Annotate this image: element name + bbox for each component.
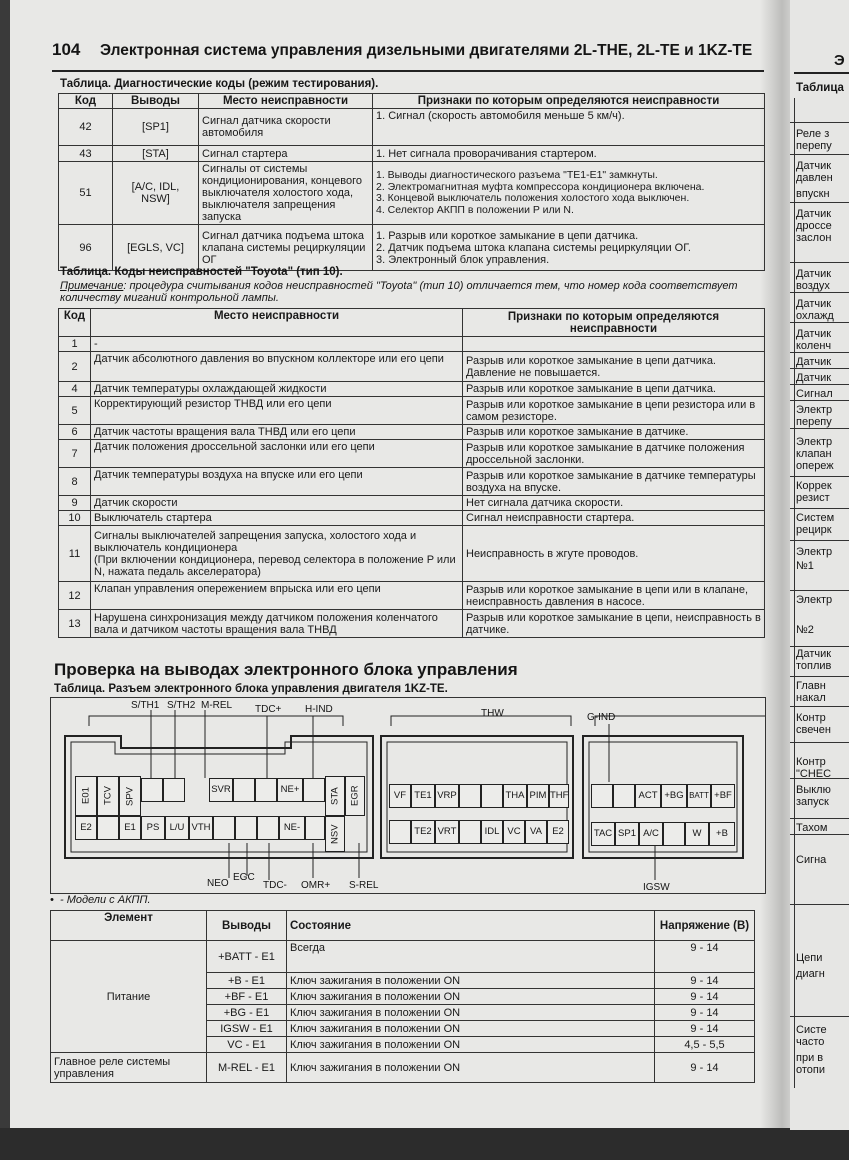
place-cell: Корректирующий резистор ТНВД или его цепи [91, 397, 463, 425]
signs-cell: Разрыв или короткое замыкание в цепи датчика. Давление не повышается. [463, 352, 765, 382]
table-row [59, 337, 765, 352]
code-cell: 42 [59, 109, 113, 146]
page-number: 104 [52, 40, 81, 59]
right-table-row-text: Систем [796, 512, 835, 524]
signs-cell [463, 337, 765, 352]
right-table-row-text: Электр [796, 404, 833, 416]
pin-ps: PS [141, 816, 165, 840]
right-table-row-text: опереж [796, 460, 834, 472]
right-table-row-text: Коррек [796, 480, 832, 492]
place-cell: Сигнал датчика подъема штока клапана системы рециркуляции ОГ [199, 225, 373, 271]
signs-cell: Разрыв или короткое замыкание в цепи резистора или в самом резисторе. [463, 397, 765, 425]
right-table-row-text: Выклю [796, 784, 831, 796]
signs-cell: Сигнал неисправности стартера. [463, 511, 765, 526]
code-cell: 10 [59, 511, 91, 526]
code-cell: 43 [59, 146, 113, 162]
right-table-rule [790, 122, 849, 123]
label-omr-plus: OMR+ [301, 880, 331, 891]
right-table-row-text: №1 [796, 560, 814, 572]
pin-vth: VTH [189, 816, 213, 840]
pin-blank [613, 784, 635, 808]
state-cell: Ключ зажигания в положении ON [287, 1037, 655, 1053]
right-table-row-text: Датчик [796, 208, 832, 220]
right-table-rule [790, 352, 849, 353]
signs-cell: Разрыв или короткое замыкание в цепи датчика. [463, 382, 765, 397]
table-row [59, 162, 765, 225]
table-row [59, 109, 765, 146]
signs-cell: Разрыв или короткое замыкание в цепи, неисправность в датчике. [463, 610, 765, 638]
right-table-rule [790, 904, 849, 905]
pin-nsv: NSV [325, 816, 345, 852]
pin-batt: BATT [687, 784, 711, 808]
group-cell: Питание [51, 941, 207, 1053]
right-table-row-text: охлажд [796, 310, 834, 322]
pin-te1: TE1 [411, 784, 435, 808]
pin-vrp: VRP [435, 784, 459, 808]
pin-blank [255, 778, 277, 802]
connector-caption: Таблица. Разъем электронного блока управления двигателя 1KZ-TE. [54, 683, 448, 695]
code-cell: 4 [59, 382, 91, 397]
right-table-row-text: Датчик [796, 372, 832, 384]
signs-cell: Разрыв или короткое замыкание в датчике. [463, 425, 765, 440]
label-h-ind: H-IND [305, 704, 333, 715]
pins-cell: VC - E1 [207, 1037, 287, 1053]
right-table-row-text: коленч [796, 340, 832, 352]
signs-cell: Разрыв или короткое замыкание в цепи или в клапане, неисправность давления в насосе. [463, 582, 765, 610]
label-egc: EGC [233, 872, 255, 883]
pin-egr: EGR [345, 776, 365, 816]
pin-e2: E2 [547, 820, 569, 844]
label-s-th1: S/TH1 [131, 700, 160, 711]
signs-cell: Неисправность в жгуте проводов. [463, 526, 765, 582]
right-table-row-text: Реле з [796, 128, 830, 140]
ecu-voltage-table [50, 910, 755, 1083]
right-table-row-text: клапан [796, 448, 832, 460]
table-row [59, 526, 765, 582]
header-cell: Код [59, 94, 113, 109]
pins-cell: [EGLS, VC] [113, 225, 199, 271]
right-table-row-text: Электр [796, 594, 833, 606]
place-cell: Датчик положения дроссельной заслонки или его цепи [91, 440, 463, 468]
right-table-row-text: топлив [796, 660, 832, 672]
pin-blank [459, 820, 481, 844]
table-header-row [59, 309, 765, 337]
voltage-cell: 9 - 14 [655, 941, 755, 973]
pins-cell: +BG - E1 [207, 1005, 287, 1021]
right-header-rule [794, 72, 849, 74]
right-table-rule [790, 202, 849, 203]
voltage-cell: 9 - 14 [655, 1005, 755, 1021]
right-table-row-text: Контр [796, 756, 826, 768]
pin-tcv: TCV [97, 776, 119, 816]
pins-cell: [STA] [113, 146, 199, 162]
pin-blank [213, 816, 235, 840]
place-cell: Сигналы выключателей запрещения запуска, холостого хода и выключатель кондиционера (При включении кондиционера, перевод селектора в положение P или N, нажата педаль акселератора) [91, 526, 463, 582]
pin-vf: VF [389, 784, 411, 808]
label-tdc-plus: TDC+ [255, 704, 282, 715]
table2-caption: Таблица. Коды неисправностей "Toyota" (тип 10). [60, 266, 343, 278]
right-table-row-text: накал [796, 692, 826, 704]
group-cell: Главное реле системы управления [51, 1053, 207, 1083]
right-table-rule [790, 154, 849, 155]
voltage-cell: 9 - 14 [655, 989, 755, 1005]
pin-blank [591, 784, 613, 808]
header-cell: Место неисправности [199, 94, 373, 109]
pin-vrt: VRT [435, 820, 459, 844]
pin-blank [303, 778, 325, 802]
right-table-row-text: перепу [796, 140, 832, 152]
right-table-row-text: воздух [796, 280, 830, 292]
table-row [59, 225, 765, 271]
right-table-row-text: "CHEC [796, 768, 832, 780]
footnote [50, 894, 151, 906]
right-table-row-text: резист [796, 492, 830, 504]
state-cell: Ключ зажигания в положении ON [287, 1021, 655, 1037]
place-cell: Датчик частоты вращения вала ТНВД или его цепи [91, 425, 463, 440]
table-row [51, 941, 755, 973]
voltage-cell: 9 - 14 [655, 1021, 755, 1037]
state-cell: Всегда [287, 941, 655, 973]
right-table-row-text: дроссе [796, 220, 832, 232]
right-table-row-text: отопи [796, 1064, 826, 1076]
right-table-row-text: диагн [796, 968, 825, 980]
pin-blank [97, 816, 119, 840]
place-cell: Клапан управления опережением впрыска или его цепи [91, 582, 463, 610]
pin-blank [663, 822, 685, 846]
right-table-row-text: Датчик [796, 328, 832, 340]
right-table-rule [790, 676, 849, 677]
pin-w: W [685, 822, 709, 846]
pin-blank [141, 778, 163, 802]
table-row [59, 468, 765, 496]
right-table-rule [790, 262, 849, 263]
right-table-row-text: Главн [796, 680, 826, 692]
header-cell: Выводы [113, 94, 199, 109]
right-table-rule [790, 834, 849, 835]
pin-blank [459, 784, 481, 808]
header-cell: Код [59, 309, 91, 337]
right-table-row-text: №2 [796, 624, 814, 636]
code-cell: 6 [59, 425, 91, 440]
code-cell: 2 [59, 352, 91, 382]
right-table-rule [790, 646, 849, 647]
code-cell: 5 [59, 397, 91, 425]
pin-sp1: SP1 [615, 822, 639, 846]
table-row [59, 582, 765, 610]
right-table-row-text: Электр [796, 546, 833, 558]
place-cell: Датчик температуры охлаждающей жидкости [91, 382, 463, 397]
pin-blank [233, 778, 255, 802]
right-table-rule [790, 428, 849, 429]
table-row [59, 382, 765, 397]
page-title: Электронная система управления дизельными двигателями 2L-THE, 2L-TE и 1KZ-TE [100, 42, 753, 59]
pin-bg: +BG [661, 784, 687, 808]
pin-act: ACT [635, 784, 661, 808]
label-g-ind: G-IND [587, 712, 616, 723]
pin-e1: E1 [119, 816, 141, 840]
table-row [59, 440, 765, 468]
right-table-row-text: заслон [796, 232, 832, 244]
header-rule [52, 70, 764, 72]
right-table-row-text: запуск [796, 796, 829, 808]
code-cell: 7 [59, 440, 91, 468]
pin-tac: TAC [591, 822, 615, 846]
table1-caption: Таблица. Диагностические коды (режим тестирования). [60, 78, 379, 90]
table-row [59, 511, 765, 526]
right-table-rule [790, 384, 849, 385]
label-s-th2: S/TH2 [167, 700, 196, 711]
pin-e01: E01 [75, 776, 97, 816]
right-table-row-text: Цепи [796, 952, 823, 964]
pin-vc: VC [503, 820, 525, 844]
pin-spv: SPV [119, 776, 141, 816]
right-table-row-text: перепу [796, 416, 832, 428]
pins-cell: +BF - E1 [207, 989, 287, 1005]
signs-cell: 1. Нет сигнала проворачивания стартером. [373, 146, 765, 162]
signs-cell: Разрыв или короткое замыкание в датчике температуры воздуха на впуске. [463, 468, 765, 496]
code-cell: 96 [59, 225, 113, 271]
header-cell: Состояние [287, 911, 655, 941]
label-neo: NEO [207, 878, 229, 889]
pin-blank [305, 816, 325, 840]
right-table-rule [790, 1016, 849, 1017]
state-cell: Ключ зажигания в положении ON [287, 973, 655, 989]
right-table-rule [790, 706, 849, 707]
place-cell: Сигнал стартера [199, 146, 373, 162]
signs-cell: Разрыв или короткое замыкание в датчике положения дроссельной заслонки. [463, 440, 765, 468]
header-cell: Признаки по которым определяются неисправности [373, 94, 765, 109]
table-row [51, 1053, 755, 1083]
label-s-rel: S-REL [349, 880, 379, 891]
pin-blank [235, 816, 257, 840]
right-header-letter: Э [834, 52, 845, 69]
pin-sta: STA [325, 776, 345, 816]
code-cell: 8 [59, 468, 91, 496]
place-cell: Выключатель стартера [91, 511, 463, 526]
place-cell: Датчик скорости [91, 496, 463, 511]
state-cell: Ключ зажигания в положении ON [287, 1005, 655, 1021]
table-row [59, 146, 765, 162]
signs-cell: 1. Выводы диагностического разъема "TE1-E1" замкнуты. 2. Электромагнитная муфта компрессора кондиционера включена. 3. Концевой выключатель положения холостого хода выключен. 4. Селектор АКПП в положении P или N. [373, 162, 765, 225]
place-cell: Сигнал датчика скорости автомобиля [199, 109, 373, 146]
pin-va: VA [525, 820, 547, 844]
pins-cell: IGSW - E1 [207, 1021, 287, 1037]
label-thw: THW [481, 708, 504, 719]
right-table-row-text: Датчик [796, 648, 832, 660]
code-cell: 1 [59, 337, 91, 352]
right-table-border [794, 98, 795, 1088]
code-cell: 12 [59, 582, 91, 610]
place-cell: Сигналы от системы кондиционирования, концевого выключателя холостого хода, выключателя запрещения запуска [199, 162, 373, 225]
right-table-rule [790, 292, 849, 293]
right-table-caption: Таблица [796, 82, 844, 94]
right-table-row-text: Сигна [796, 854, 827, 866]
pin-bf: +BF [711, 784, 735, 808]
pin-idl: IDL [481, 820, 503, 844]
scanner-bed-edge [0, 1128, 849, 1160]
voltage-cell: 4,5 - 5,5 [655, 1037, 755, 1053]
pin-e2: E2 [75, 816, 97, 840]
right-table-rule [790, 476, 849, 477]
place-cell: Нарушена синхронизация между датчиком положения коленчатого вала и датчиком частоты вращения вала ТНВД [91, 610, 463, 638]
pin-blank [481, 784, 503, 808]
right-table-rule [790, 818, 849, 819]
right-table-row-text: Датчик [796, 298, 832, 310]
right-table-row-text: при в [796, 1052, 824, 1064]
table-header-row [51, 911, 755, 941]
pin-ne-plus: NE+ [277, 778, 303, 802]
pin-ne-minus: NE- [279, 816, 305, 840]
pin-blank [163, 778, 185, 802]
header-cell: Элемент [51, 911, 207, 941]
pins-cell: M-REL - E1 [207, 1053, 287, 1083]
right-page-fragment [790, 0, 849, 1130]
pin-blank [257, 816, 279, 840]
right-table-row-text: часто [796, 1036, 825, 1048]
toyota-codes-table [58, 308, 765, 638]
right-table-row-text: Тахом [796, 822, 828, 834]
table2-note [60, 280, 764, 304]
right-table-row-text: рецирк [796, 524, 832, 536]
place-cell: Датчик абсолютного давления во впускном коллекторе или его цепи [91, 352, 463, 382]
label-tdc-minus: TDC- [263, 880, 287, 891]
signs-cell: Нет сигнала датчика скорости. [463, 496, 765, 511]
header-cell: Место неисправности [91, 309, 463, 337]
place-cell: Датчик температуры воздуха на впуске или его цепи [91, 468, 463, 496]
code-cell: 11 [59, 526, 91, 582]
note-label: Примечание [60, 280, 124, 292]
right-table-row-text: Систе [796, 1024, 827, 1036]
pin-pim: PIM [527, 784, 549, 808]
signs-cell: 1. Разрыв или короткое замыкание в цепи датчика. 2. Датчик подъема штока клапана системы рециркуляции ОГ. 3. Электронный блок управления. [373, 225, 765, 271]
right-table-rule [790, 400, 849, 401]
code-cell: 9 [59, 496, 91, 511]
table-row [59, 610, 765, 638]
pin-ac: A/C [639, 822, 663, 846]
pins-cell: +BATT - E1 [207, 941, 287, 973]
pin-te2: TE2 [411, 820, 435, 844]
pins-cell: +B - E1 [207, 973, 287, 989]
state-cell: Ключ зажигания в положении ON [287, 1053, 655, 1083]
place-cell: - [91, 337, 463, 352]
code-cell: 51 [59, 162, 113, 225]
right-table-rule [790, 540, 849, 541]
header-cell: Выводы [207, 911, 287, 941]
right-table-row-text: впускн [796, 188, 830, 200]
footnote-text: - Модели с АКПП. [59, 894, 151, 906]
right-table-rule [790, 368, 849, 369]
table-header-row [59, 94, 765, 109]
table-row [59, 496, 765, 511]
voltage-cell: 9 - 14 [655, 973, 755, 989]
state-cell: Ключ зажигания в положении ON [287, 989, 655, 1005]
header-cell: Признаки по которым определяются неисправности [463, 309, 765, 337]
right-table-row-text: Сигнал [796, 388, 833, 400]
pin-blank [389, 820, 411, 844]
right-table-row-text: свечен [796, 724, 831, 736]
right-table-row-text: Электр [796, 436, 833, 448]
right-table-rule [790, 590, 849, 591]
right-table-row-text: Контр [796, 712, 826, 724]
right-table-row-text: Датчик [796, 268, 832, 280]
signs-cell: 1. Сигнал (скорость автомобиля меньше 5 км/ч). [373, 109, 765, 146]
note-text: : процедура считывания кодов неисправностей "Toyota" (тип 10) отличается тем, что номер кода соответствует количеству миганий контрольной лампы. [60, 280, 738, 304]
ecu-connector-diagram [50, 697, 766, 894]
right-table-rule [790, 508, 849, 509]
table-row [59, 397, 765, 425]
right-table-row-text: Датчик [796, 160, 832, 172]
label-m-rel: M-REL [201, 700, 233, 711]
pins-cell: [A/C, IDL, NSW] [113, 162, 199, 225]
label-igsw: IGSW [643, 882, 670, 893]
pin-svr: SVR [209, 778, 233, 802]
pin-b: +B [709, 822, 735, 846]
right-table-rule [790, 322, 849, 323]
diagnostic-codes-table [58, 93, 765, 271]
pin-thf: THF [549, 784, 569, 808]
section-title: Проверка на выводах электронного блока управления [54, 660, 518, 679]
table-row [59, 352, 765, 382]
voltage-cell: 9 - 14 [655, 1053, 755, 1083]
right-table-row-text: давлен [796, 172, 833, 184]
pin-tha: THA [503, 784, 527, 808]
right-table-row-text: Датчик [796, 356, 832, 368]
bullet-icon: • [50, 894, 60, 906]
pins-cell: [SP1] [113, 109, 199, 146]
header-cell: Напряжение (В) [655, 911, 755, 941]
pin-lu: L/U [165, 816, 189, 840]
code-cell: 13 [59, 610, 91, 638]
table-row [59, 425, 765, 440]
right-table-rule [790, 742, 849, 743]
